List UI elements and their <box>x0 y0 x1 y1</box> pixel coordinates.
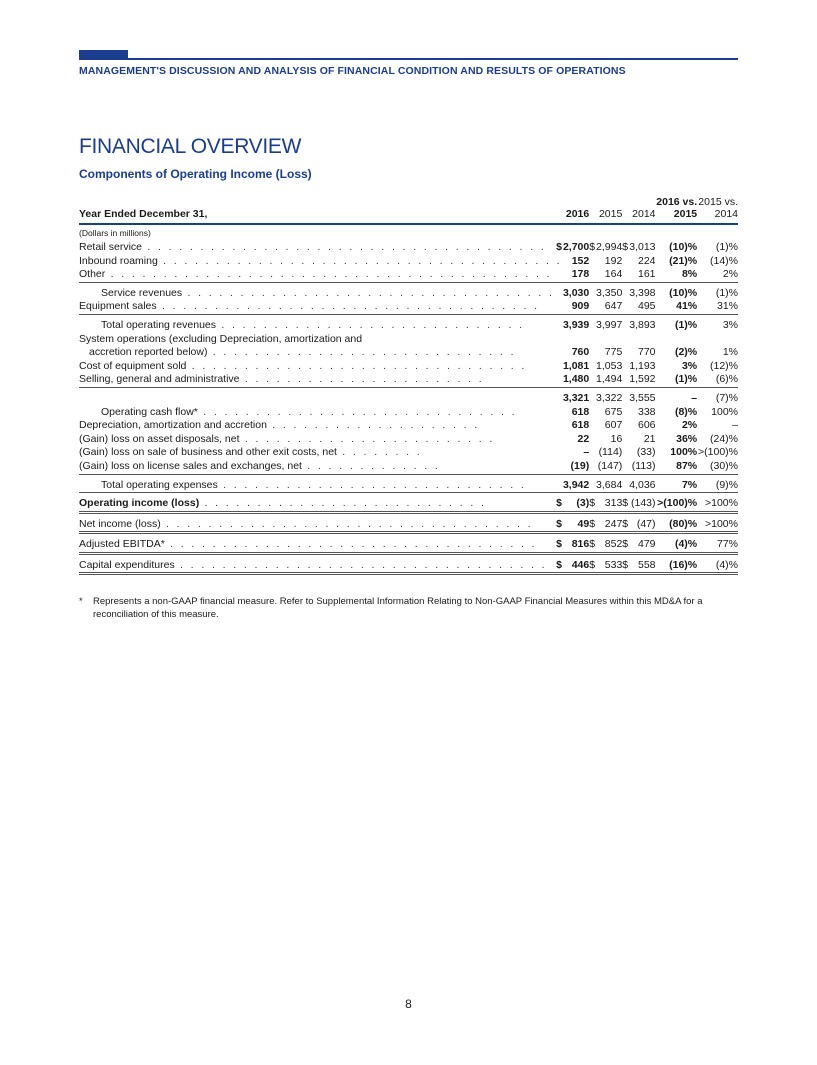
header-2015: 2015 <box>595 196 622 224</box>
cell-2014: (143) <box>628 493 655 513</box>
cell-2015: 192 <box>604 254 623 267</box>
footnote-marker: * <box>79 596 83 607</box>
cell-pct-2016-vs-2015: >(100)% <box>656 493 698 513</box>
cell-pct-2015-vs-2014: (4)% <box>697 553 738 574</box>
table-row: Retail service . . . . . . . . . . . . . . . . . . . . . . . . . . . . . . . . . . . . . . $ 2,700 $ 2,994 $ 3,013 (10)% (1)% <box>79 241 738 253</box>
cell-2015: 247 <box>595 512 622 533</box>
row-label: (Gain) loss on license sales and exchanges, net <box>79 459 302 472</box>
cell-2016: 3,939 <box>562 314 589 332</box>
table-row: accretion reported below) . . . . . . . . . . . . . . . . . . . . . . . . . . . . . 760 775 770 (2)% 1% <box>89 346 738 359</box>
table-row: Operating cash flow* . . . . . . . . . . . . . . . . . . . . . . . . . . . . . . 618 675 338 (8)% 100% <box>101 405 738 418</box>
row-label: Service revenues <box>101 286 183 299</box>
units-note-row <box>79 224 738 241</box>
dollar-sign: $ <box>589 241 596 253</box>
cell-pct-2015-vs-2014: 77% <box>697 533 738 554</box>
cell-2016: 178 <box>571 268 590 281</box>
cell-2014: 479 <box>628 533 655 554</box>
footnote <box>79 595 734 621</box>
row-label: Cost of equipment sold <box>79 359 187 372</box>
page-number: 8 <box>405 997 412 1011</box>
table-row: (Gain) loss on license sales and exchanges, net . . . . . . . . . . . . . (19) (147) (113) 87% (30)% <box>79 460 738 474</box>
cell-pct-2016-vs-2015: (80)% <box>656 512 698 533</box>
cell-2016: 760 <box>571 346 590 359</box>
cell-pct-2016-vs-2015: 100% <box>670 446 698 459</box>
cell-2016: 3,030 <box>562 282 589 300</box>
row-label: (Gain) loss on sale of business and other exit costs, net <box>79 446 337 459</box>
dollar-sign: $ <box>553 538 562 552</box>
cell-2014: 1,193 <box>629 359 656 372</box>
dollar-sign: $ <box>622 241 629 253</box>
table-row: Net income (loss) . . . . . . . . . . . . . . . . . . . . . . . . . . . . . . . . . . . $ 49 $ 247 $ (47) (80)% >100% <box>79 512 738 533</box>
cell-2014: 1,592 <box>629 373 656 386</box>
cell-2015: 1,053 <box>596 359 623 372</box>
cell-pct-2015-vs-2014: >100% <box>697 512 738 533</box>
cell-pct-2016-vs-2015: (2)% <box>674 346 698 359</box>
cell-2014: (33) <box>636 446 656 459</box>
cell-2014: 558 <box>628 553 655 574</box>
units-note: (Dollars in millions) <box>79 228 151 238</box>
cell-2015: 3,684 <box>595 474 622 493</box>
table-row: Inbound roaming . . . . . . . . . . . . . . . . . . . . . . . . . . . . . . . . . . . . . . 152 192 224 (21)% (14)% <box>79 254 738 267</box>
cell-pct-2015-vs-2014: (1)% <box>715 241 738 253</box>
footnote-text: Represents a non-GAAP financial measure. Refer to Supplemental Information Relating to Non-GAAP Financial Measures within this MD&A for a reconciliation of this measure. <box>93 596 703 620</box>
cell-pct-2015-vs-2014: 2% <box>722 268 738 281</box>
cell-2014: 3,013 <box>629 241 656 253</box>
header-2016: 2016 <box>562 196 589 224</box>
cell-2014: 770 <box>637 346 656 359</box>
cell-pct-2016-vs-2015: (1)% <box>656 314 698 332</box>
header-2015-vs-2014: 2015 vs. 2014 <box>697 196 738 224</box>
cell-2015: 16 <box>610 432 623 445</box>
dollar-sign: $ <box>622 493 628 513</box>
row-label: Inbound roaming <box>79 254 158 267</box>
row-label: Operating cash flow* <box>101 405 198 418</box>
cell-2014: 21 <box>643 432 656 445</box>
row-label: Equipment sales <box>79 300 157 313</box>
cell-pct-2015-vs-2014: (14)% <box>709 254 738 267</box>
cell-2016: – <box>583 446 590 459</box>
cell-2015: 775 <box>604 346 623 359</box>
cell-pct-2016-vs-2015: (16)% <box>656 553 698 574</box>
dollar-sign: $ <box>622 553 628 574</box>
cell-2015: 3,322 <box>595 387 622 405</box>
cell-2016: (19) <box>570 459 590 472</box>
cell-2016: 3,321 <box>562 387 589 405</box>
cell-pct-2015-vs-2014: 3% <box>697 314 738 332</box>
cell-2016: (3) <box>562 493 589 513</box>
cell-2014: 3,398 <box>628 282 655 300</box>
cell-2014: 161 <box>637 268 656 281</box>
cell-2015: 533 <box>595 553 622 574</box>
row-label: (Gain) loss on asset disposals, net <box>79 432 240 445</box>
cell-pct-2016-vs-2015: 8% <box>681 268 698 281</box>
table-row: Cost of equipment sold . . . . . . . . . . . . . . . . . . . . . . . . . . . . . . . . 1,081 1,053 1,193 3% (12)% <box>79 359 738 372</box>
cell-pct-2015-vs-2014: (6)% <box>715 373 738 386</box>
cell-2016: 909 <box>571 300 590 313</box>
header-2016-vs-2015: 2016 vs. 2015 <box>656 196 698 224</box>
cell-2015: 2,994 <box>596 241 623 253</box>
cell-2014: 224 <box>637 254 656 267</box>
cell-pct-2016-vs-2015: (10)% <box>656 282 698 300</box>
cell-2016: 49 <box>562 512 589 533</box>
cell-pct-2015-vs-2014: (24)% <box>709 432 738 445</box>
row-label: Adjusted EBITDA* <box>79 538 165 551</box>
cell-2015: 607 <box>604 419 623 432</box>
cell-pct-2015-vs-2014: (12)% <box>709 359 738 372</box>
section-title: FINANCIAL OVERVIEW <box>79 135 302 158</box>
cell-pct-2016-vs-2015: (4)% <box>656 533 698 554</box>
cell-pct-2016-vs-2015: 2% <box>681 419 698 432</box>
cell-2015: (147) <box>597 459 623 472</box>
table-row: (Gain) loss on sale of business and other exit costs, net . . . . . . . . – (114) (33) 100% >(100)% <box>79 446 738 459</box>
row-label: Selling, general and administrative <box>79 373 240 386</box>
cell-2016: 816 <box>562 533 589 554</box>
cell-2016: 618 <box>571 419 590 432</box>
operating-income-table <box>79 196 738 575</box>
cell-2015: 3,997 <box>595 314 622 332</box>
cell-pct-2015-vs-2014: (7)% <box>697 387 738 405</box>
row-label: Total operating revenues <box>101 318 216 331</box>
cell-pct-2016-vs-2015: 7% <box>656 474 698 493</box>
dollar-sign: $ <box>589 512 595 533</box>
cell-pct-2015-vs-2014: >(100)% <box>698 446 738 459</box>
running-header: MANAGEMENT'S DISCUSSION AND ANALYSIS OF FINANCIAL CONDITION AND RESULTS OF OPERATIONS <box>79 65 626 77</box>
cell-2016: 2,700 <box>562 241 590 253</box>
table-row: Equipment sales . . . . . . . . . . . . . . . . . . . . . . . . . . . . . . . . . . . . 909 647 495 41% 31% <box>79 300 738 314</box>
cell-pct-2015-vs-2014: >100% <box>697 493 738 513</box>
cell-2015: 647 <box>604 300 623 313</box>
cell-pct-2016-vs-2015: 36% <box>676 432 698 445</box>
cell-pct-2016-vs-2015: (1)% <box>674 373 698 386</box>
row-label: Operating income (loss) <box>79 497 200 510</box>
row-label: Retail service <box>79 241 143 253</box>
cell-2014: 3,555 <box>628 387 655 405</box>
cell-2014: 495 <box>637 300 656 313</box>
table-row: Total operating expenses . . . . . . . . . . . . . . . . . . . . . . . . . . . . . 3,942 3,684 4,036 7% (9)% <box>79 474 738 493</box>
cell-2015: (114) <box>598 446 623 459</box>
table-row: Other . . . . . . . . . . . . . . . . . . . . . . . . . . . . . . . . . . . . . . . . . . 178 164 161 8% 2% <box>79 268 738 282</box>
cell-2016: 618 <box>571 405 590 418</box>
table-subtitle: Components of Operating Income (Loss) <box>79 167 312 181</box>
cell-pct-2015-vs-2014: (9)% <box>697 474 738 493</box>
cell-pct-2016-vs-2015: (8)% <box>674 405 698 418</box>
cell-pct-2015-vs-2014: – <box>732 419 738 432</box>
row-label: accretion reported below) <box>89 346 208 359</box>
header-rule <box>79 58 738 60</box>
cell-pct-2016-vs-2015: (21)% <box>669 254 698 267</box>
cell-pct-2016-vs-2015: – <box>656 387 698 405</box>
dollar-sign: $ <box>622 512 628 533</box>
table-row <box>79 333 738 347</box>
table-row: Total operating revenues . . . . . . . . . . . . . . . . . . . . . . . . . . . . . 3,939 3,997 3,893 (1)% 3% <box>79 314 738 332</box>
table-row: Operating income (loss) . . . . . . . . . . . . . . . . . . . . . . . . . . . $ (3) $ 313 $ (143) >(100)% >100% <box>79 493 738 513</box>
table-row: (Gain) loss on asset disposals, net . . . . . . . . . . . . . . . . . . . . . . . . 22 16 21 36% (24)% <box>79 432 738 445</box>
row-label: Total operating expenses <box>101 478 218 491</box>
dollar-sign: $ <box>553 518 562 532</box>
cell-pct-2016-vs-2015: 41% <box>676 300 698 313</box>
cell-2016: 1,480 <box>562 373 590 386</box>
dollar-sign: $ <box>589 553 595 574</box>
cell-2014: (47) <box>628 512 655 533</box>
cell-2016: 3,942 <box>562 474 589 493</box>
table-row: Service revenues . . . . . . . . . . . . . . . . . . . . . . . . . . . . . . . . . . . 3,030 3,350 3,398 (10)% (1)% <box>79 282 738 300</box>
cell-2016: 1,081 <box>562 359 590 372</box>
cell-2016: 446 <box>562 553 589 574</box>
table-header-row <box>79 196 738 224</box>
header-2014: 2014 <box>628 196 655 224</box>
dollar-sign: $ <box>553 497 562 511</box>
cell-pct-2016-vs-2015: (10)% <box>669 241 698 253</box>
cell-pct-2015-vs-2014: 31% <box>716 300 738 313</box>
dollar-sign: $ <box>589 493 595 513</box>
cell-pct-2015-vs-2014: (30)% <box>709 459 738 472</box>
row-label: Other <box>79 268 106 281</box>
cell-2016: 22 <box>577 432 590 445</box>
row-label: Depreciation, amortization and accretion <box>79 419 267 432</box>
cell-2015: 313 <box>595 493 622 513</box>
cell-2015: 852 <box>595 533 622 554</box>
dollar-sign: $ <box>622 533 628 554</box>
cell-2015: 675 <box>604 405 623 418</box>
cell-2015: 3,350 <box>595 282 622 300</box>
cell-2014: 338 <box>637 405 656 418</box>
cell-2015: 164 <box>604 268 623 281</box>
row-label: System operations (excluding Depreciation, amortization and <box>79 332 363 345</box>
cell-2014: (113) <box>631 459 656 472</box>
dollar-sign: $ <box>553 241 562 255</box>
cell-pct-2016-vs-2015: 3% <box>681 359 698 372</box>
cell-2014: 4,036 <box>628 474 655 493</box>
row-label: Capital expenditures <box>79 558 175 571</box>
cell-pct-2016-vs-2015: 87% <box>676 459 698 472</box>
cell-2015: 1,494 <box>596 373 623 386</box>
table-row: Depreciation, amortization and accretion . . . . . . . . . . . . . . . . . . . . 618 607 606 2% – <box>79 419 738 432</box>
cell-pct-2015-vs-2014: 100% <box>711 405 738 418</box>
cell-2016: 152 <box>571 254 590 267</box>
table-row: Selling, general and administrative . . . . . . . . . . . . . . . . . . . . . . . 1,480 1,494 1,592 (1)% (6)% <box>79 373 738 387</box>
table-row: Capital expenditures . . . . . . . . . . . . . . . . . . . . . . . . . . . . . . . . . . . $ 446 $ 533 $ 558 (16)% (4)% <box>79 553 738 574</box>
cell-pct-2015-vs-2014: 1% <box>722 346 738 359</box>
dollar-sign: $ <box>553 559 562 573</box>
dollar-sign: $ <box>589 533 595 554</box>
row-label: Net income (loss) <box>79 517 161 530</box>
header-label: Year Ended December 31, <box>79 196 562 224</box>
cell-pct-2015-vs-2014: (1)% <box>697 282 738 300</box>
table-row <box>79 387 738 405</box>
cell-2014: 606 <box>637 419 656 432</box>
cell-2014: 3,893 <box>628 314 655 332</box>
table-row: Adjusted EBITDA* . . . . . . . . . . . . . . . . . . . . . . . . . . . . . . . . . . . $ 816 $ 852 $ 479 (4)% 77% <box>79 533 738 554</box>
